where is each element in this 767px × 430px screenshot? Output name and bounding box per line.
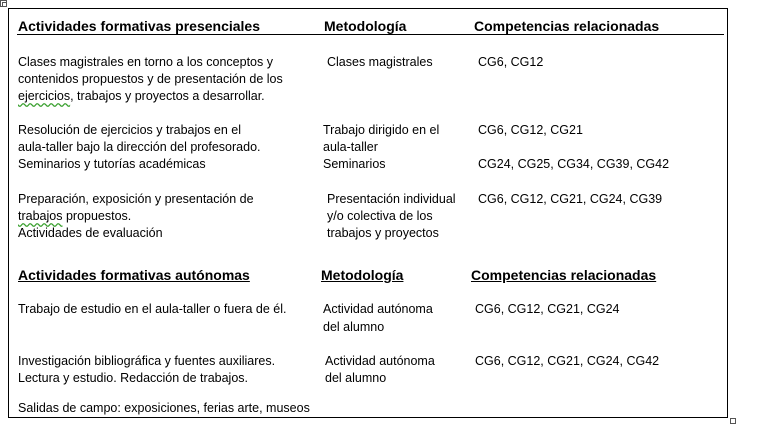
s2-row2-method-line2: del alumno	[325, 371, 387, 385]
row4-skills: CG6, CG12, CG21, CG24, CG39	[478, 192, 663, 206]
header-competencias-2: Competencias relacionadas	[471, 267, 657, 283]
row1-activity-line2: contenidos propuestos y de presentación de los	[18, 72, 283, 86]
s2-row1-method-line2: del alumno	[323, 320, 385, 334]
s2-row3-activity: Salidas de campo: exposiciones, ferias arte, museos	[18, 401, 310, 415]
spellcheck-word[interactable]: trabajos	[18, 209, 63, 223]
s2-row2-method-line1: Actividad autónoma	[325, 354, 435, 368]
s2-row1-activity: Trabajo de estudio en el aula-taller o fuera de él.	[18, 302, 287, 316]
s2-row1-skills: CG6, CG12, CG21, CG24	[475, 302, 620, 316]
s2-row2-skills: CG6, CG12, CG21, CG24, CG42	[475, 354, 660, 368]
row4-activity-line3: Actividades de evaluación	[18, 226, 163, 240]
header-underline-1	[17, 34, 724, 35]
spellcheck-word[interactable]: ejercicios	[18, 89, 71, 103]
header-activities-autonomas: Actividades formativas autónomas	[18, 267, 250, 283]
table-resize-handle-icon[interactable]	[730, 418, 736, 424]
row1-method: Clases magistrales	[327, 55, 433, 69]
row2-activity-line1: Resolución de ejercicios y trabajos en el	[18, 123, 242, 137]
s2-row2-activity-line1: Investigación bibliográfica y fuentes auxiliares.	[18, 354, 276, 368]
header-metodologia-2: Metodología	[321, 267, 404, 283]
row3-method: Seminarios	[323, 157, 386, 171]
row4-method-line2: y/o colectiva de los	[327, 209, 433, 223]
row2-method-line2: aula-taller	[323, 140, 378, 154]
s2-row1-method-line1: Actividad autónoma	[323, 302, 433, 316]
row3-skills: CG24, CG25, CG34, CG39, CG42	[478, 157, 670, 171]
row4-method-line1: Presentación individual	[327, 192, 456, 206]
table-move-handle-icon[interactable]	[0, 0, 7, 7]
header-competencias-1: Competencias relacionadas	[474, 18, 660, 34]
row4-activity-line2: trabajos propuestos.	[18, 209, 132, 223]
row1-skills: CG6, CG12	[478, 55, 544, 69]
s2-row2-activity-line2: Lectura y estudio. Redacción de trabajos.	[18, 371, 248, 385]
row1-activity-line1: Clases magistrales en torno a los conceptos y	[18, 55, 273, 69]
header-activities-presenciales: Actividades formativas presenciales	[18, 18, 261, 34]
row1-activity-line3: ejercicios, trabajos y proyectos a desarrollar.	[18, 89, 265, 103]
row4-method-line3: trabajos y proyectos	[327, 226, 439, 240]
row2-activity-line2: aula-taller bajo la dirección del profesorado.	[18, 140, 261, 154]
row4-activity-line1: Preparación, exposición y presentación de	[18, 192, 254, 206]
row2-method-line1: Trabajo dirigido en el	[323, 123, 440, 137]
row3-activity: Seminarios y tutorías académicas	[18, 157, 206, 171]
row2-skills: CG6, CG12, CG21	[478, 123, 583, 137]
header-metodologia-1: Metodología	[324, 18, 407, 34]
